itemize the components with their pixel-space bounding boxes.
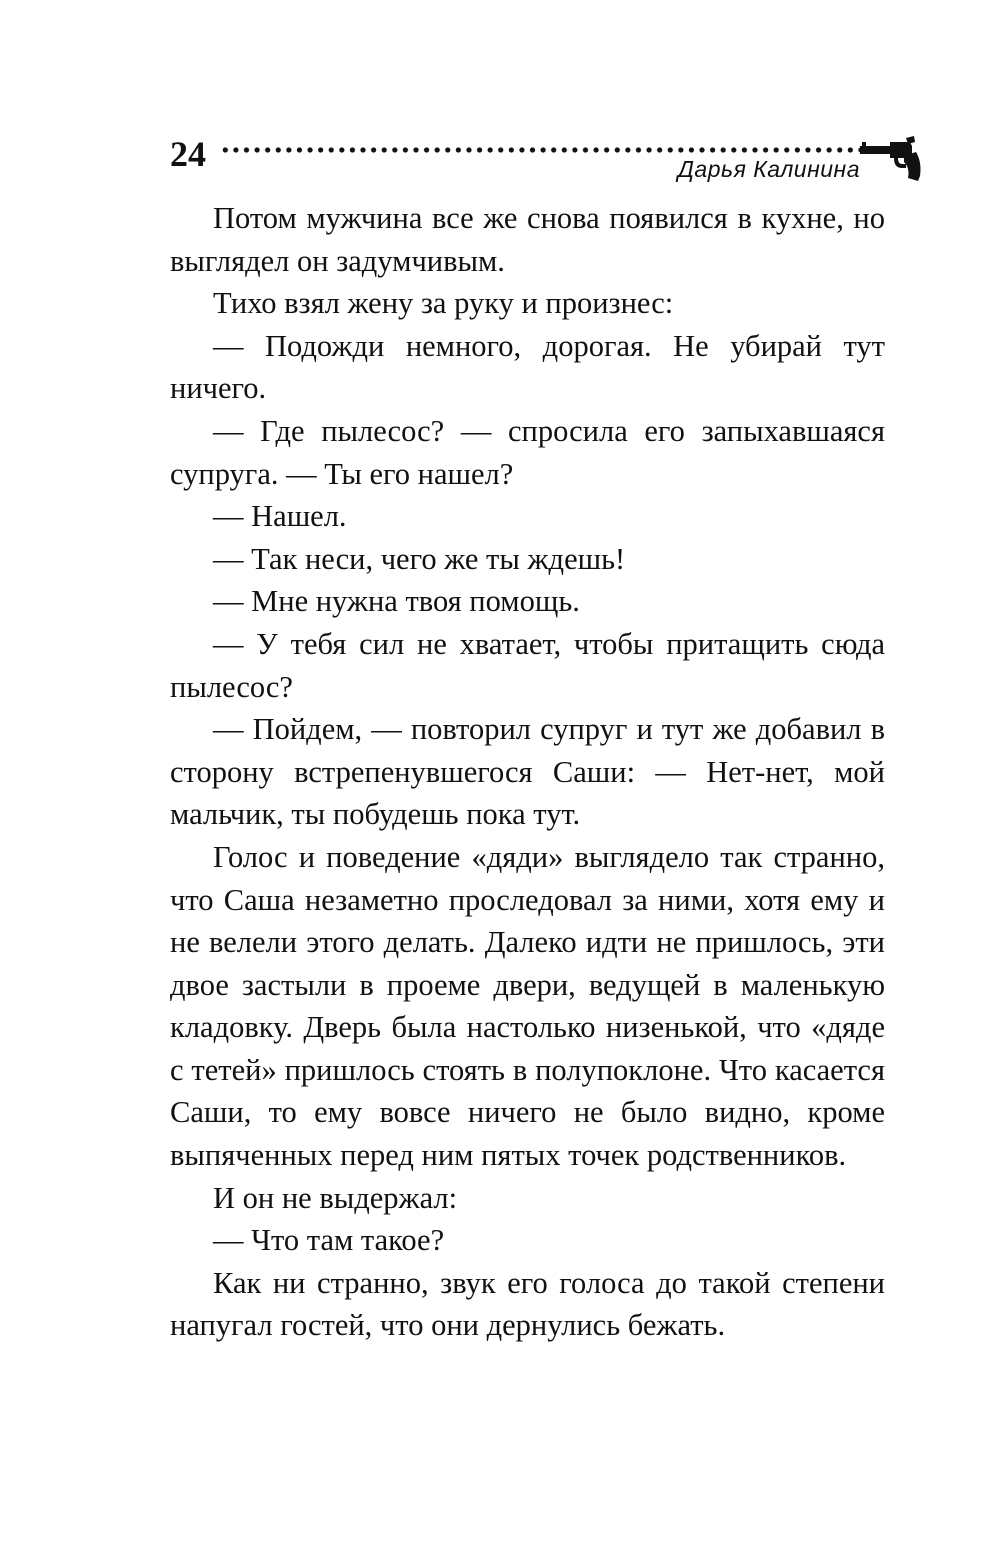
author-name: Дарья Калинина	[677, 156, 860, 182]
revolver-icon	[860, 136, 922, 182]
paragraph: — Мне нужна твоя помощь.	[213, 584, 580, 619]
paragraph: — Где пылесос? — спросила его запыхавшаяся супруга. — Ты его нашел?	[170, 413, 885, 491]
paragraph: Как ни странно, звук его голоса до такой степени напугал гостей, что они дернулись бежать.	[170, 1265, 885, 1343]
dotted-rule	[220, 146, 880, 154]
paragraph: Тихо взял жену за руку и произнес:	[213, 286, 674, 321]
paragraph: — Нашел.	[213, 499, 347, 534]
paragraph: — Пойдем, — повторил супруг и тут же добавил в сторону встрепенувшегося Саши: — Нет-нет, мой мальчик, ты побудешь пока тут.	[170, 712, 885, 832]
body-text	[170, 197, 885, 1347]
paragraph: Потом мужчина все же снова появился в кухне, но выглядел он задумчивым.	[170, 201, 885, 278]
paragraph: — Что там такое?	[213, 1223, 445, 1258]
paragraph: — Так неси, чего же ты ждешь!	[213, 541, 626, 576]
paragraph: И он не выдержал:	[213, 1180, 458, 1215]
paragraph: — Подожди немного, дорогая. Не убирай тут ничего.	[170, 328, 885, 406]
paragraph: Голос и поведение «дяди» выглядело так странно, что Саша незаметно проследовал за ними, хотя ему и не велели этого делать. Далеко идти не пришлось, эти двое застыли в проеме двери, ведущей в маленькую кладовку. Дверь была настолько низенькой, что «дяде с тетей» пришлось стоять в полупоклоне. Что касается Саши, то ему вовсе ничего не было видно, кроме выпяченных перед ним пятых точек родственников.	[170, 839, 885, 1173]
paragraph: — У тебя сил не хватает, чтобы притащить сюда пылесос?	[170, 626, 885, 704]
page-number: 24	[170, 134, 206, 174]
running-header	[170, 128, 922, 188]
